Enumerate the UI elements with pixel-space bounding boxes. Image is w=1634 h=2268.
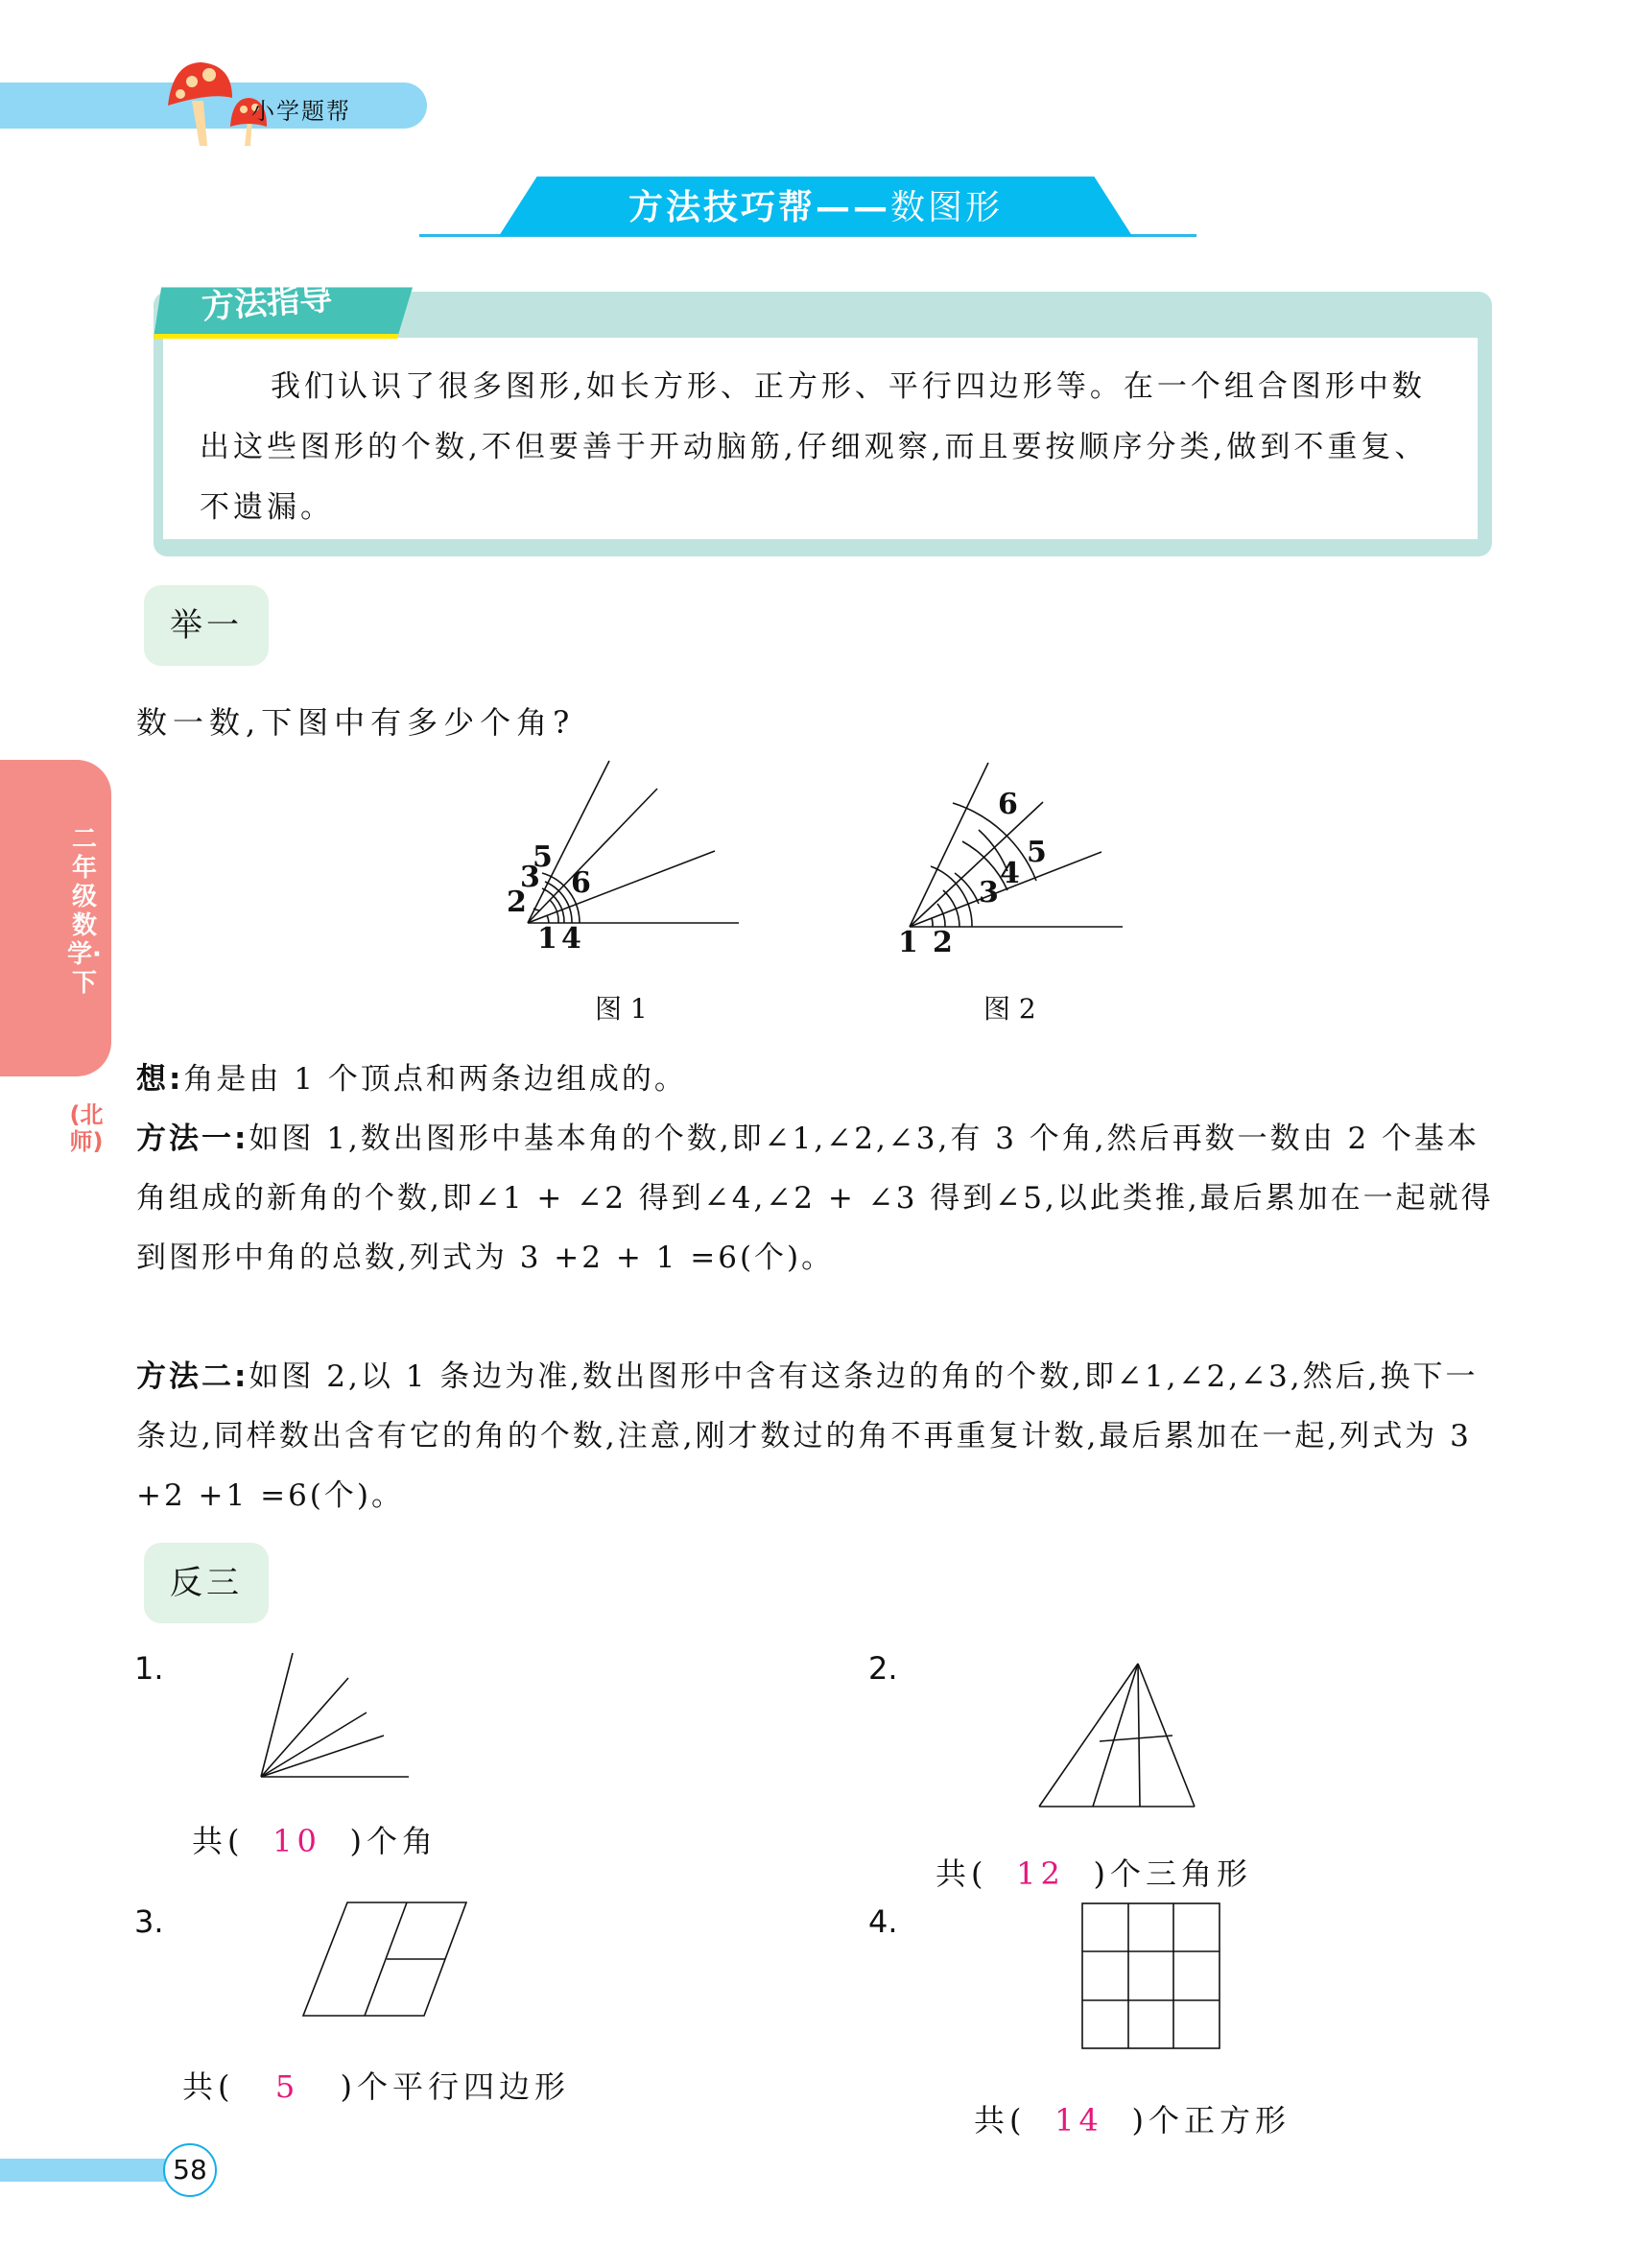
svg-text:4: 4 [561, 922, 581, 956]
think-paragraph [136, 1050, 1499, 1109]
method-2-label: 方法二: [136, 1359, 249, 1394]
section-subtitle: 数图形 [890, 188, 1004, 227]
practice-3-answer-line [182, 2063, 570, 2107]
practice-3-parallelogram-diagram [297, 1895, 504, 2029]
svg-text:6: 6 [571, 866, 591, 900]
svg-text:6: 6 [998, 788, 1018, 821]
method-2-text: 如图 2,以 1 条边为准,数出图形中含有这条边的角的个数,即∠1,∠2,∠3,然后,换下一条边,同样数出含有它的角的个数,注意,刚才数过的角不再重复计数,最后累加在一起,列式为 3 +2 +1 =6(个)。 [136, 1359, 1479, 1513]
practice-3-number: 3. [134, 1903, 164, 1940]
practice-1-answer: 10 [272, 1823, 321, 1859]
method-2-paragraph [136, 1347, 1499, 1525]
practice-1-number: 1. [134, 1650, 164, 1687]
section-title [499, 180, 1132, 229]
practice-4-answer-line [974, 2096, 1291, 2140]
brand-title: 小学题帮 [251, 98, 351, 125]
figure-2-caption: 图 2 [983, 993, 1036, 1025]
guide-text: 我们认识了很多图形,如长方形、正方形、平行四边形等。在一个组合图形中数出这些图形的个数,不但要善于开动脑筋,仔细观察,而且要按顺序分类,做到不重复、不遗漏。 [200, 369, 1429, 525]
think-text: 角是由 1 个顶点和两条边组成的。 [183, 1062, 687, 1097]
svg-text:3: 3 [520, 861, 540, 894]
figure-1-diagram [499, 758, 748, 969]
grade-label: 二年级数学·下 [67, 825, 102, 998]
answer-prefix: 共( [935, 1855, 988, 1892]
svg-text:5: 5 [1027, 836, 1047, 869]
svg-text:3: 3 [979, 876, 999, 910]
publisher-label: (北师) [69, 1101, 104, 1155]
example-question: 数一数,下图中有多少个角? [136, 704, 576, 741]
svg-text:2: 2 [507, 886, 527, 919]
method-1-label: 方法一: [136, 1122, 249, 1156]
section-title-main: 方法技巧帮 [628, 188, 816, 227]
answer-suffix: )个正方形 [1131, 2102, 1291, 2138]
think-label: 想: [136, 1062, 184, 1097]
answer-suffix: )个平行四边形 [340, 2068, 570, 2105]
section-title-dash: —— [816, 188, 890, 227]
figure-2-diagram [883, 758, 1132, 969]
figure-1-caption: 图 1 [595, 993, 648, 1025]
svg-text:1: 1 [898, 926, 918, 959]
page-number: 58 [163, 2143, 217, 2197]
practice-2-answer: 12 [1016, 1855, 1065, 1892]
answer-prefix: 共( [182, 2068, 235, 2105]
svg-text:4: 4 [1000, 857, 1020, 890]
example-tag: 举一 [144, 585, 269, 666]
practice-1-answer-line [192, 1817, 438, 1861]
practice-2-triangle-diagram [1031, 1650, 1199, 1813]
practice-4-grid-diagram [1079, 1900, 1223, 2053]
practice-1-angles-diagram [249, 1650, 413, 1784]
practice-tag: 反三 [144, 1543, 269, 1623]
svg-text:1: 1 [537, 922, 557, 956]
method-1-paragraph [136, 1109, 1499, 1288]
svg-text:2: 2 [933, 926, 953, 959]
answer-suffix: )个角 [349, 1823, 438, 1859]
guide-badge-label: 方法指导 [201, 279, 334, 327]
practice-2-number: 2. [868, 1650, 898, 1687]
answer-prefix: 共( [192, 1823, 245, 1859]
footer-bar [0, 2159, 168, 2182]
practice-3-answer: 5 [274, 2068, 300, 2105]
svg-text:5: 5 [533, 840, 553, 874]
answer-prefix: 共( [974, 2102, 1027, 2138]
method-1-text: 如图 1,数出图形中基本角的个数,即∠1,∠2,∠3,有 3 个角,然后再数一数由 2 个基本角组成的新角的个数,即∠1 + ∠2 得到∠4,∠2 + ∠3 得到∠5,以此类推,最后累加在一起就得到图形中角的总数,列式为 3 +2 + 1 =6(个)。 [136, 1122, 1494, 1275]
practice-2-answer-line [935, 1850, 1252, 1894]
practice-4-answer: 14 [1054, 2102, 1103, 2138]
answer-suffix: )个三角形 [1093, 1855, 1252, 1892]
practice-4-number: 4. [868, 1903, 898, 1940]
